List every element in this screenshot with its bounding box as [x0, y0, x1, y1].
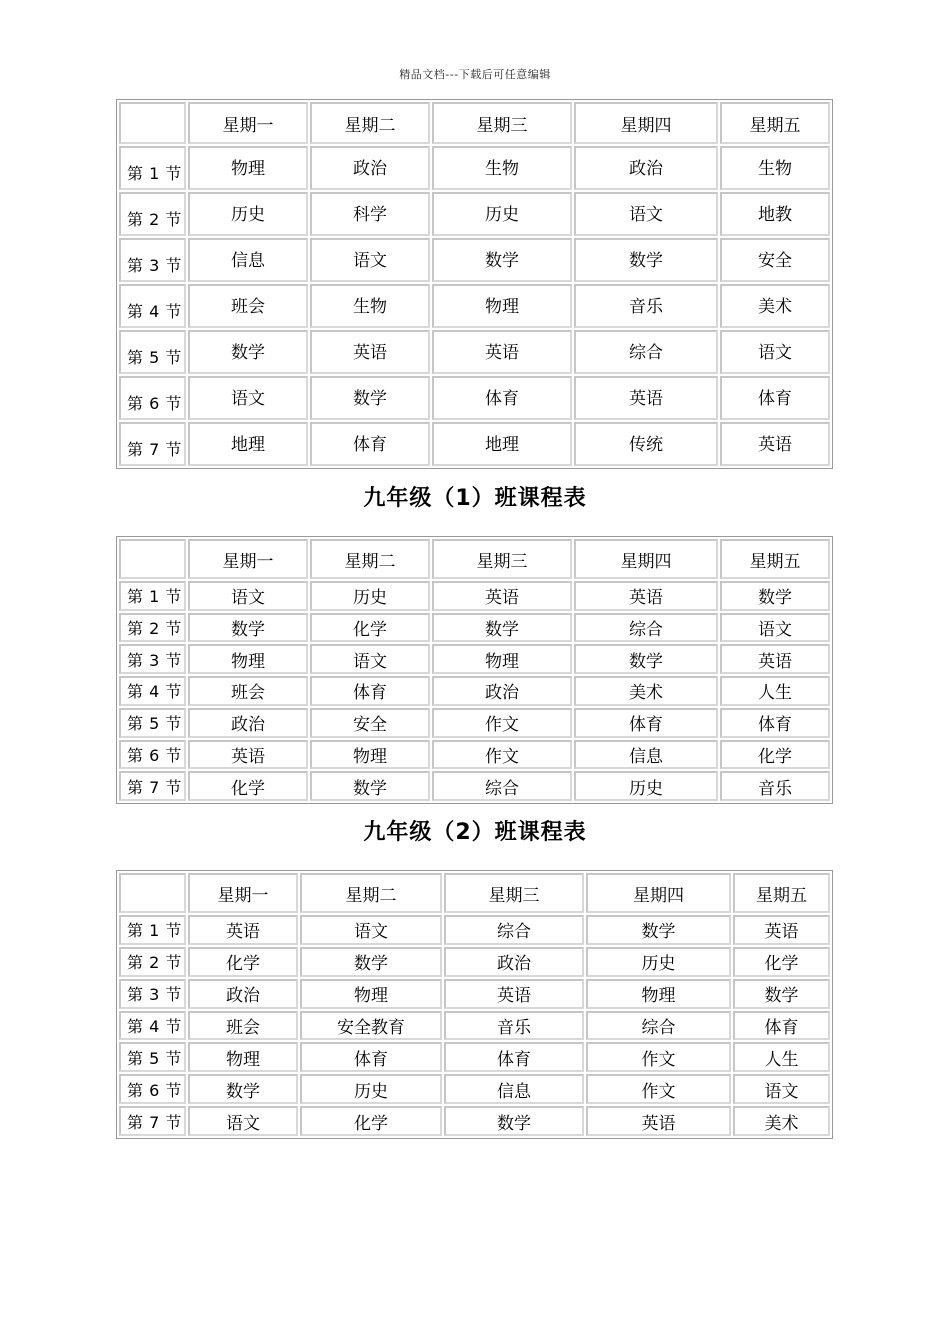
- table-row: [119, 979, 830, 1009]
- subject-cell: 政治: [310, 146, 430, 190]
- day-header: 星期二: [310, 539, 430, 579]
- subject-cell: 英语: [188, 915, 298, 945]
- subject-cell: 体育: [574, 708, 718, 738]
- period-label: 第 2 节: [119, 613, 186, 643]
- subject-cell: 英语: [432, 330, 572, 374]
- period-label: 第 3 节: [119, 238, 186, 282]
- subject-cell: 美术: [733, 1106, 830, 1136]
- period-label: 第 5 节: [119, 1042, 186, 1072]
- table-row: [119, 1074, 830, 1104]
- period-label: 第 3 节: [119, 979, 186, 1009]
- section-title: 九年级（1）班课程表: [363, 486, 587, 511]
- table-row: [119, 192, 830, 236]
- subject-cell: 地理: [432, 422, 572, 466]
- subject-cell: 语文: [720, 330, 830, 374]
- subject-cell: 班会: [188, 1011, 298, 1041]
- subject-cell: 数学: [720, 581, 830, 611]
- subject-cell: 体育: [720, 376, 830, 420]
- subject-cell: 语文: [720, 613, 830, 643]
- period-label: 第 3 节: [119, 644, 186, 674]
- subject-cell: 信息: [444, 1074, 584, 1104]
- subject-cell: 人生: [733, 1042, 830, 1072]
- subject-cell: 物理: [300, 979, 442, 1009]
- subject-cell: 化学: [310, 613, 430, 643]
- subject-cell: 化学: [188, 771, 308, 801]
- table-row: [119, 613, 830, 643]
- subject-cell: 化学: [733, 947, 830, 977]
- table-row: [119, 238, 830, 282]
- table-row: [119, 947, 830, 977]
- day-header: 星期一: [188, 539, 308, 579]
- day-header: 星期五: [720, 102, 830, 144]
- day-header: 星期四: [586, 873, 731, 913]
- subject-cell: 数学: [733, 979, 830, 1009]
- timetable: [117, 871, 832, 1138]
- day-header: 星期五: [733, 873, 830, 913]
- subject-cell: 政治: [432, 676, 572, 706]
- table-row: [119, 915, 830, 945]
- subject-cell: 语文: [188, 581, 308, 611]
- subject-cell: 英语: [310, 330, 430, 374]
- subject-cell: 作文: [586, 1042, 731, 1072]
- corner-cell: [119, 873, 186, 913]
- period-label: 第 6 节: [119, 376, 186, 420]
- subject-cell: 物理: [188, 1042, 298, 1072]
- subject-cell: 政治: [188, 979, 298, 1009]
- subject-cell: 历史: [586, 947, 731, 977]
- subject-cell: 语文: [310, 644, 430, 674]
- subject-cell: 语文: [310, 238, 430, 282]
- subject-cell: 生物: [432, 146, 572, 190]
- subject-cell: 体育: [432, 376, 572, 420]
- subject-cell: 语文: [188, 1106, 298, 1136]
- table-row: [119, 581, 830, 611]
- table-row: [119, 422, 830, 466]
- day-header: 星期三: [432, 102, 572, 144]
- subject-cell: 语文: [574, 192, 718, 236]
- subject-cell: 体育: [720, 708, 830, 738]
- subject-cell: 数学: [310, 771, 430, 801]
- subject-cell: 数学: [432, 238, 572, 282]
- page-header: 精品文档---下载后可任意编辑: [399, 68, 551, 81]
- subject-cell: 物理: [586, 979, 731, 1009]
- subject-cell: 美术: [574, 676, 718, 706]
- subject-cell: 科学: [310, 192, 430, 236]
- subject-cell: 班会: [188, 284, 308, 328]
- subject-cell: 生物: [720, 146, 830, 190]
- subject-cell: 体育: [300, 1042, 442, 1072]
- table-row: [119, 330, 830, 374]
- subject-cell: 综合: [574, 330, 718, 374]
- subject-cell: 语文: [300, 915, 442, 945]
- subject-cell: 综合: [574, 613, 718, 643]
- table-row: [119, 740, 830, 770]
- subject-cell: 音乐: [720, 771, 830, 801]
- subject-cell: 体育: [733, 1011, 830, 1041]
- subject-cell: 英语: [188, 740, 308, 770]
- period-label: 第 7 节: [119, 422, 186, 466]
- table-row: [119, 284, 830, 328]
- timetable: [117, 537, 832, 803]
- corner-cell: [119, 102, 186, 144]
- subject-cell: 生物: [310, 284, 430, 328]
- subject-cell: 英语: [720, 644, 830, 674]
- subject-cell: 体育: [444, 1042, 584, 1072]
- period-label: 第 5 节: [119, 330, 186, 374]
- subject-cell: 政治: [574, 146, 718, 190]
- subject-cell: 化学: [720, 740, 830, 770]
- subject-cell: 数学: [188, 613, 308, 643]
- period-label: 第 4 节: [119, 284, 186, 328]
- period-label: 第 2 节: [119, 947, 186, 977]
- section-title: 九年级（2）班课程表: [363, 820, 587, 845]
- subject-cell: 数学: [432, 613, 572, 643]
- corner-cell: [119, 539, 186, 579]
- period-label: 第 1 节: [119, 581, 186, 611]
- subject-cell: 英语: [720, 422, 830, 466]
- table-row: [119, 376, 830, 420]
- subject-cell: 综合: [586, 1011, 731, 1041]
- subject-cell: 数学: [574, 238, 718, 282]
- table-row: [119, 771, 830, 801]
- day-header: 星期四: [574, 102, 718, 144]
- subject-cell: 体育: [310, 422, 430, 466]
- schedule-table-1: [116, 99, 833, 469]
- subject-cell: 语文: [188, 376, 308, 420]
- subject-cell: 班会: [188, 676, 308, 706]
- subject-cell: 人生: [720, 676, 830, 706]
- subject-cell: 语文: [733, 1074, 830, 1104]
- subject-cell: 历史: [310, 581, 430, 611]
- subject-cell: 英语: [574, 581, 718, 611]
- subject-cell: 物理: [432, 644, 572, 674]
- subject-cell: 作文: [432, 740, 572, 770]
- subject-cell: 数学: [310, 376, 430, 420]
- subject-cell: 数学: [188, 330, 308, 374]
- subject-cell: 物理: [310, 740, 430, 770]
- subject-cell: 传统: [574, 422, 718, 466]
- day-header: 星期一: [188, 102, 308, 144]
- subject-cell: 化学: [188, 947, 298, 977]
- period-label: 第 7 节: [119, 771, 186, 801]
- day-header: 星期三: [432, 539, 572, 579]
- subject-cell: 英语: [444, 979, 584, 1009]
- period-label: 第 5 节: [119, 708, 186, 738]
- period-label: 第 7 节: [119, 1106, 186, 1136]
- period-label: 第 6 节: [119, 740, 186, 770]
- day-header: 星期三: [444, 873, 584, 913]
- subject-cell: 英语: [574, 376, 718, 420]
- subject-cell: 安全教育: [300, 1011, 442, 1041]
- subject-cell: 信息: [574, 740, 718, 770]
- day-header: 星期二: [300, 873, 442, 913]
- schedule-table-3: [116, 870, 833, 1139]
- table-row: [119, 676, 830, 706]
- subject-cell: 音乐: [574, 284, 718, 328]
- day-header: 星期一: [188, 873, 298, 913]
- subject-cell: 美术: [720, 284, 830, 328]
- period-label: 第 4 节: [119, 1011, 186, 1041]
- subject-cell: 物理: [432, 284, 572, 328]
- subject-cell: 英语: [432, 581, 572, 611]
- subject-cell: 历史: [432, 192, 572, 236]
- period-label: 第 6 节: [119, 1074, 186, 1104]
- subject-cell: 化学: [300, 1106, 442, 1136]
- subject-cell: 数学: [444, 1106, 584, 1136]
- subject-cell: 物理: [188, 644, 308, 674]
- subject-cell: 作文: [586, 1074, 731, 1104]
- subject-cell: 音乐: [444, 1011, 584, 1041]
- table-row: [119, 644, 830, 674]
- schedule-table-2: [116, 536, 833, 804]
- period-label: 第 1 节: [119, 146, 186, 190]
- subject-cell: 政治: [444, 947, 584, 977]
- subject-cell: 数学: [188, 1074, 298, 1104]
- subject-cell: 政治: [188, 708, 308, 738]
- table-row: [119, 146, 830, 190]
- subject-cell: 安全: [720, 238, 830, 282]
- subject-cell: 数学: [574, 644, 718, 674]
- subject-cell: 物理: [188, 146, 308, 190]
- subject-cell: 安全: [310, 708, 430, 738]
- timetable: [117, 100, 832, 468]
- subject-cell: 数学: [586, 915, 731, 945]
- table-row: [119, 708, 830, 738]
- table-row: [119, 1042, 830, 1072]
- day-header: 星期四: [574, 539, 718, 579]
- day-header: 星期二: [310, 102, 430, 144]
- period-label: 第 4 节: [119, 676, 186, 706]
- subject-cell: 历史: [300, 1074, 442, 1104]
- subject-cell: 综合: [444, 915, 584, 945]
- subject-cell: 体育: [310, 676, 430, 706]
- day-header: 星期五: [720, 539, 830, 579]
- subject-cell: 历史: [188, 192, 308, 236]
- subject-cell: 地教: [720, 192, 830, 236]
- subject-cell: 地理: [188, 422, 308, 466]
- subject-cell: 作文: [432, 708, 572, 738]
- subject-cell: 综合: [432, 771, 572, 801]
- subject-cell: 数学: [300, 947, 442, 977]
- period-label: 第 1 节: [119, 915, 186, 945]
- table-row: [119, 1011, 830, 1041]
- subject-cell: 英语: [586, 1106, 731, 1136]
- table-row: [119, 1106, 830, 1136]
- subject-cell: 历史: [574, 771, 718, 801]
- subject-cell: 英语: [733, 915, 830, 945]
- period-label: 第 2 节: [119, 192, 186, 236]
- subject-cell: 信息: [188, 238, 308, 282]
